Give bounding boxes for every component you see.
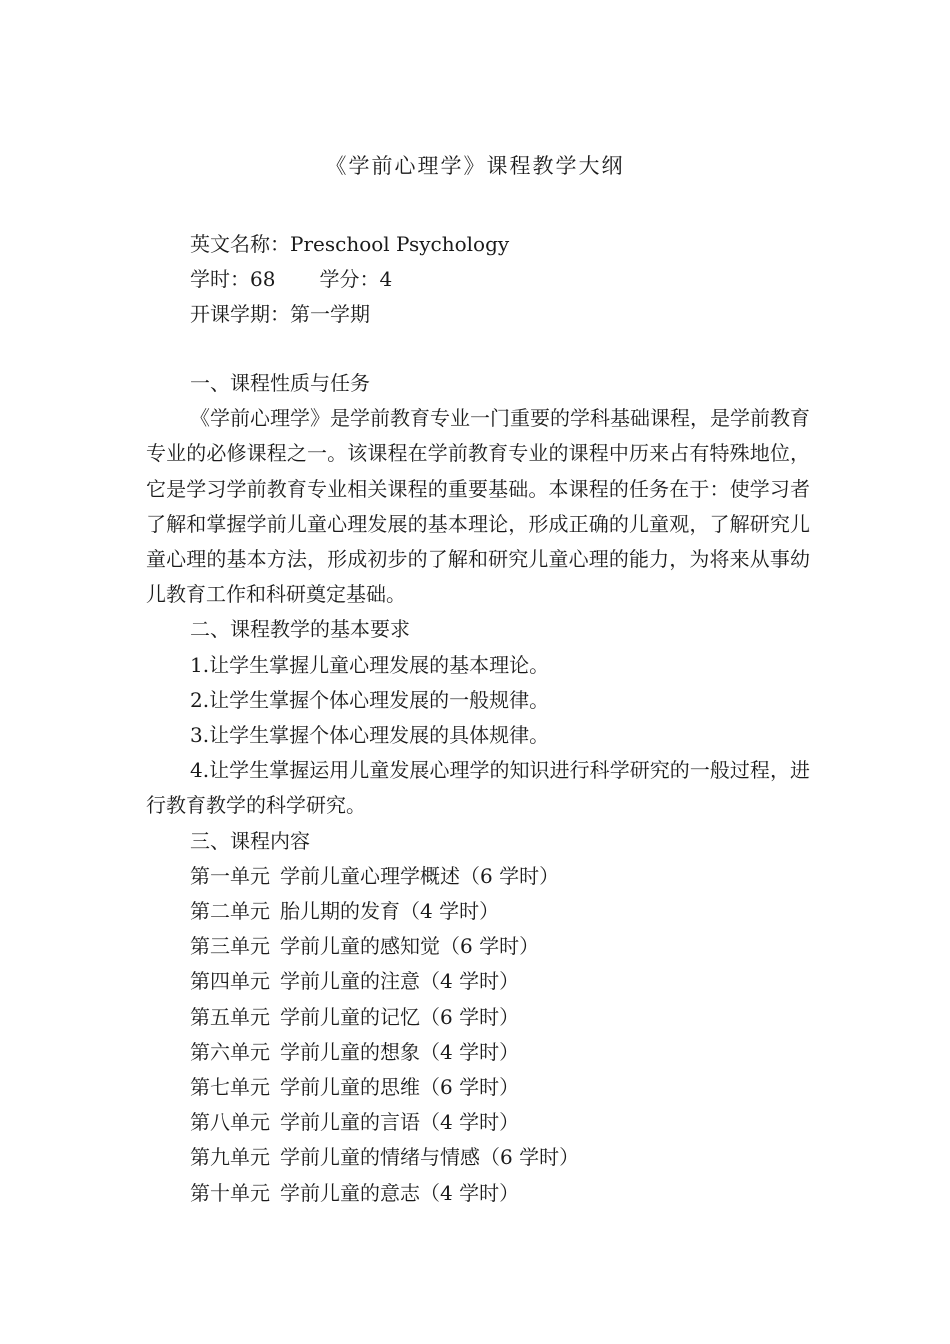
section-2-heading: 二、课程教学的基本要求 <box>190 617 410 642</box>
unit-topic: 学前儿童的注意（4 学时） <box>280 969 520 994</box>
section-3-heading: 三、课程内容 <box>190 828 310 853</box>
unit-topic: 学前儿童的感知觉（6 学时） <box>280 934 540 959</box>
unit-row <box>146 1000 810 1035</box>
section-1-paragraph: 《学前心理学》是学前教育专业一门重要的学科基础课程，是学前教育专业的必修课程之一。该课程在学前教育专业的课程中历来占有特殊地位，它是学习学前教育专业相关课程的重要基础。本课程的任务在于：使学习者了解和掌握学前儿童心理发展的基本理论，形成正确的儿童观，了解研究儿童心理的基本方法，形成初步的了解和研究儿童心理的能力，为将来从事幼儿教育工作和科研奠定基础。 <box>146 406 810 607</box>
document-title: 《学前心理学》课程教学大纲 <box>325 154 625 178</box>
unit-topic: 学前儿童心理学概述（6 学时） <box>280 863 560 888</box>
requirement-item: 4.让学生掌握运用儿童发展心理学的知识进行科学研究的一般过程，进行教育教学的科学研究。 <box>146 758 810 818</box>
unit-label: 第四单元 <box>190 969 270 994</box>
unit-list <box>146 859 810 1211</box>
course-semester: 开课学期：第一学期 <box>190 302 370 327</box>
unit-row <box>146 1176 810 1211</box>
unit-topic: 学前儿童的言语（4 学时） <box>280 1110 520 1135</box>
unit-row <box>146 1070 810 1105</box>
section-1-heading: 一、课程性质与任务 <box>190 371 370 395</box>
unit-label: 第六单元 <box>190 1039 270 1064</box>
unit-row <box>146 1105 810 1140</box>
course-credits: 学分：4 <box>319 267 393 292</box>
unit-topic: 学前儿童的想象（4 学时） <box>280 1039 520 1064</box>
unit-label: 第十单元 <box>190 1180 270 1205</box>
unit-topic: 胎儿期的发育（4 学时） <box>280 899 500 924</box>
unit-label: 第九单元 <box>190 1145 270 1170</box>
unit-row <box>146 894 810 929</box>
unit-row <box>146 964 810 999</box>
course-hours: 学时：68 <box>190 267 276 292</box>
unit-topic: 学前儿童的情绪与情感（6 学时） <box>280 1145 580 1170</box>
unit-topic: 学前儿童的意志（4 学时） <box>280 1180 520 1205</box>
unit-row <box>146 859 810 894</box>
unit-topic: 学前儿童的思维（6 学时） <box>280 1075 520 1100</box>
requirement-item: 3.让学生掌握个体心理发展的具体规律。 <box>190 723 550 748</box>
unit-label: 第五单元 <box>190 1004 270 1029</box>
unit-label: 第八单元 <box>190 1110 270 1135</box>
requirement-item: 1.让学生掌握儿童心理发展的基本理论。 <box>190 652 550 677</box>
unit-row <box>146 1140 810 1175</box>
unit-topic: 学前儿童的记忆（6 学时） <box>280 1004 520 1029</box>
course-meta <box>146 227 810 333</box>
unit-label: 第三单元 <box>190 934 270 959</box>
unit-label: 第七单元 <box>190 1075 270 1100</box>
requirement-item: 2.让学生掌握个体心理发展的一般规律。 <box>190 687 550 712</box>
unit-label: 第一单元 <box>190 863 270 888</box>
unit-row <box>146 1035 810 1070</box>
unit-row <box>146 929 810 964</box>
unit-label: 第二单元 <box>190 899 270 924</box>
english-name: 英文名称：Preschool Psychology <box>190 232 510 256</box>
document-body <box>146 366 810 1211</box>
hours-credits-line <box>146 262 810 297</box>
